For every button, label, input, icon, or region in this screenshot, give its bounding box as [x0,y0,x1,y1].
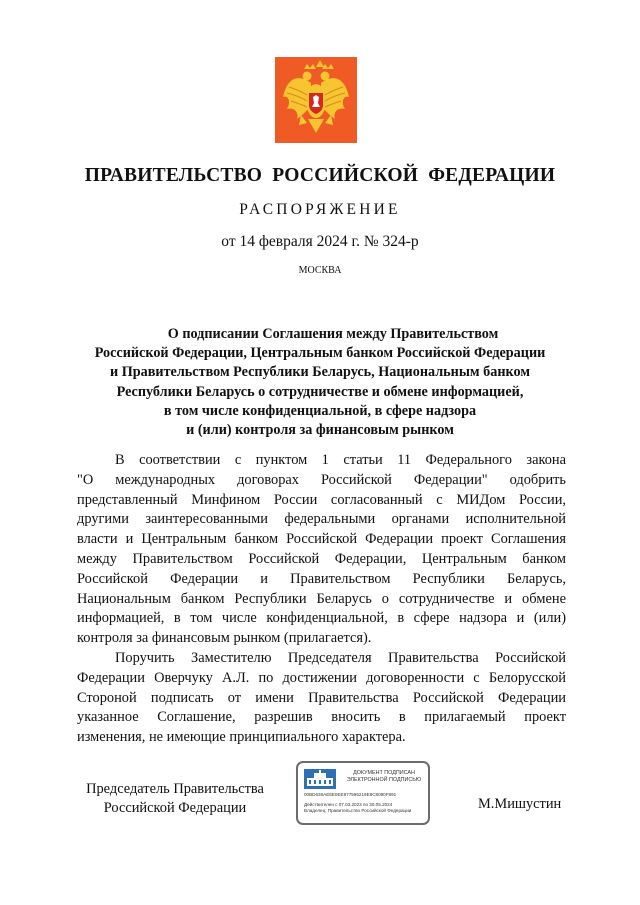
e-signature-stamp [296,761,430,825]
body-line: Поручить Заместителю Председателя Правительства Российской [115,649,566,666]
stamp-valid-dates: Действителен с 07.03.2023 по 30.05.2024 [304,802,393,807]
signatory-position [70,780,280,818]
body-line: между Правительством Российской Федерации, Центральным банком [77,550,566,567]
stamp-title-line: ЭЛЕКТРОННОЙ ПОДПИСЬЮ [346,777,422,783]
body-line: контроля за финансовым рынком (прилагается). [77,630,372,647]
stamp-serial: 00BD636AE6E0EE977595219E8C8090F891 [304,792,397,797]
signatory-name: М.Мишустин [478,796,562,812]
subject-line: Российской Федерации, Центральным банком Российской Федерации [94,345,546,362]
stamp-title-line: ДОКУМЕНТ ПОДПИСАН [353,770,415,776]
stamp-validity [304,802,426,813]
body-line: информацией, в том числе конфиденциальной, в сфере надзора и (или) [77,610,566,627]
body-line: другими заинтересованными федеральными органами исполнительной [77,511,566,528]
body-line: Российской Федерации и Правительством Республики Беларусь, [77,570,566,587]
document-subject [60,325,580,440]
subject-line: и (или) контроля за финансовым рынком [186,422,454,439]
stamp-title [340,770,428,784]
stamp-owner: Владелец: Правительство Российской Федерации [304,807,412,813]
body-line: указанное Соглашение, разрешив вносить в прилагаемый проект [77,709,566,726]
body-line: Федерации Оверчуку А.Л. по достижении договоренности с Белорусской [77,669,566,686]
document-city: МОСКВА [298,265,342,276]
position-line: Председатель Правительства [86,781,264,797]
body-line: Стороной подписать от имени Правительства Российской Федерации [77,689,566,706]
body-line: Национальным банком Республики Беларусь о сотрудничестве и обмене [77,590,566,607]
body-line: изменения, не имеющие принципиального характера. [77,729,406,746]
subject-line: и Правительством Республики Беларусь, Национальным банком [110,364,530,381]
paragraph-approval [77,451,566,649]
subject-line: О подписании Соглашения между Правительством [167,326,499,342]
body-line: власти и Центральным банком Российской Федерации проект Соглашения [77,531,566,548]
document-date-number: от 14 февраля 2024 г. № 324-р [221,233,419,250]
signature-building-icon [304,769,336,789]
position-line: Российской Федерации [103,800,247,817]
body-line: представленный Минфином России согласованный с МИДом России, [77,491,566,508]
body-line: "О международных договорах Российской Федерации" одобрить [77,471,566,488]
subject-line: в том числе конфиденциальной, в сфере надзора [163,402,477,419]
document-body [77,451,566,748]
russian-coat-of-arms-icon [275,57,357,143]
body-line: В соответствии с пунктом 1 статьи 11 Федерального закона [115,452,566,468]
government-title: ПРАВИТЕЛЬСТВО РОССИЙСКОЙ ФЕДЕРАЦИИ [84,165,556,186]
document-type: РАСПОРЯЖЕНИЕ [239,201,401,218]
subject-line: Республики Беларусь о сотрудничестве и обмене информацией, [116,383,524,400]
paragraph-instruction [77,649,566,748]
